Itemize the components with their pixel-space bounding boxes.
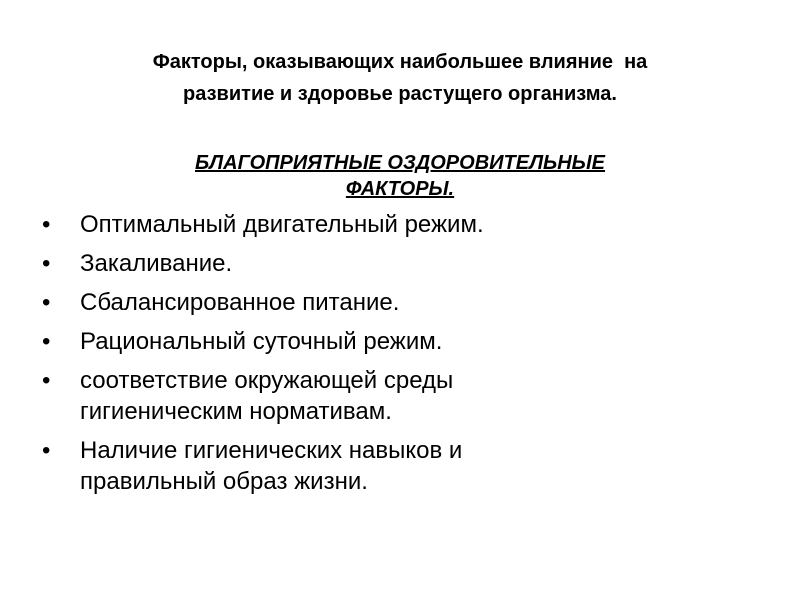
bullet-icon: • xyxy=(42,211,51,238)
list-item xyxy=(40,326,760,357)
list-item xyxy=(40,365,760,427)
list-item-line: Оптимальный двигательный режим. xyxy=(80,211,484,238)
list-item-line: гигиеническим нормативам. xyxy=(80,398,392,425)
bullet-icon: • xyxy=(42,437,51,464)
list-item xyxy=(40,435,760,497)
bullet-icon: • xyxy=(42,328,51,355)
slide-title-line: развитие и здоровье растущего организма. xyxy=(183,83,617,105)
list-item-line: Наличие гигиенических навыков и xyxy=(80,437,463,464)
list-item-text xyxy=(80,287,760,318)
list-item-text xyxy=(80,435,760,497)
list-item-text xyxy=(80,365,760,427)
section-heading-line: ФАКТОРЫ. xyxy=(345,178,455,200)
list-item-line: Сбалансированное питание. xyxy=(80,289,400,316)
list-item-text xyxy=(80,248,760,279)
slide-title xyxy=(40,46,760,110)
section-heading xyxy=(60,150,740,202)
list-item xyxy=(40,209,760,240)
list-item-line: правильный образ жизни. xyxy=(80,468,368,495)
list-item-line: соответствие окружающей среды xyxy=(80,367,454,394)
list-item-text xyxy=(80,326,760,357)
bullet-list xyxy=(40,209,760,505)
list-item-line: Рациональный суточный режим. xyxy=(80,328,443,355)
list-item xyxy=(40,287,760,318)
slide-title-line: Факторы, оказывающих наибольшее влияние на xyxy=(152,51,648,73)
bullet-icon: • xyxy=(42,367,51,394)
list-item-line: Закаливание. xyxy=(80,250,233,277)
section-heading-line: БЛАГОПРИЯТНЫЕ ОЗДОРОВИТЕЛЬНЫЕ xyxy=(194,152,606,174)
bullet-icon: • xyxy=(42,289,51,316)
list-item-text xyxy=(80,209,760,240)
bullet-icon: • xyxy=(42,250,51,277)
list-item xyxy=(40,248,760,279)
